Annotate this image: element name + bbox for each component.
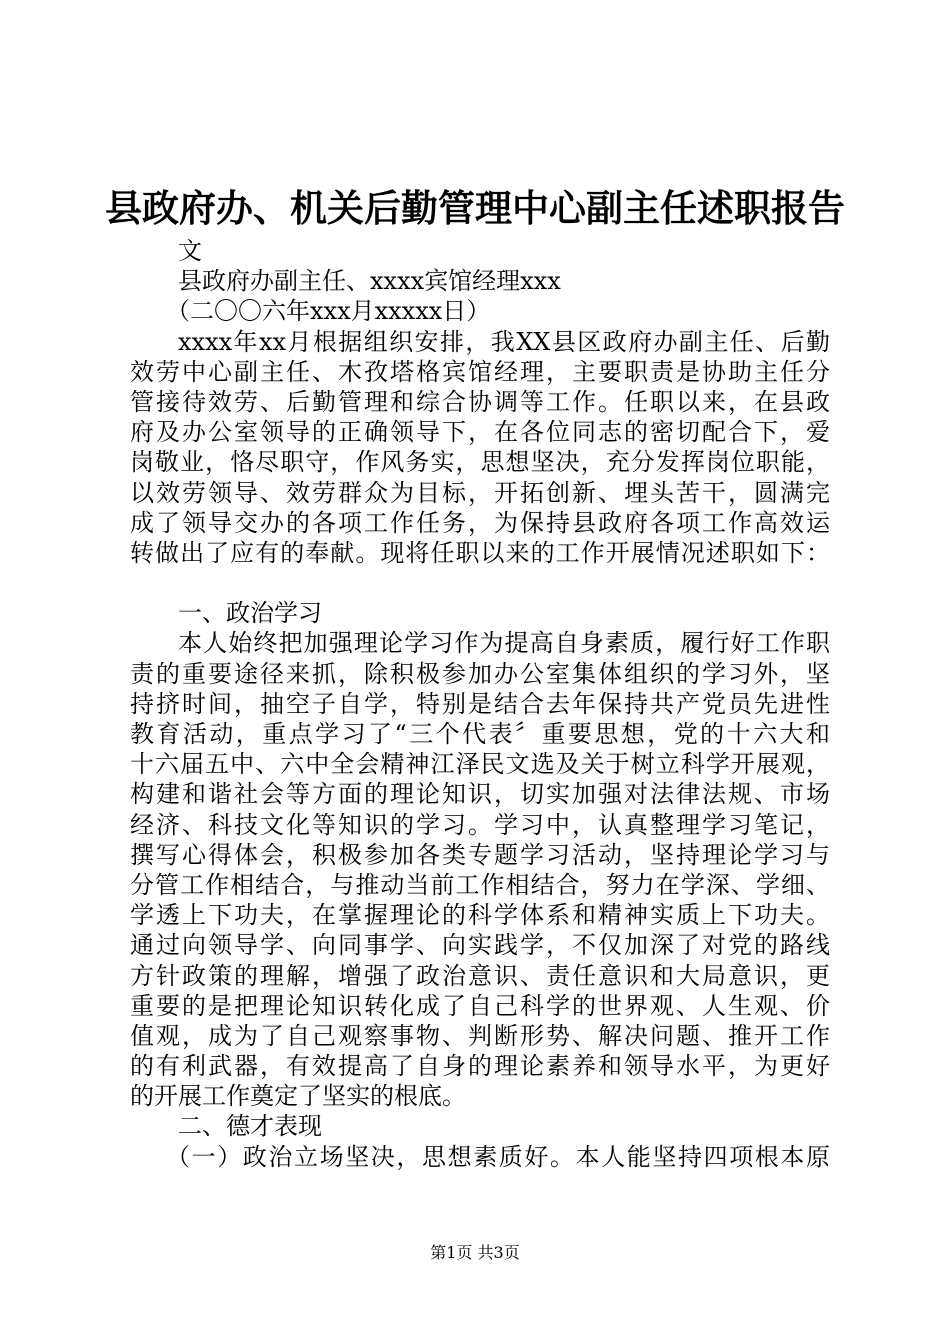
paragraph-line: xxxx年xx月根据组织安排，我XX县区政府办副主任、后勤 (178, 327, 830, 356)
paragraph-line: 持挤时间，抽空子自学，特别是结合去年保持共产党员先进性 (130, 689, 830, 718)
document-title: 县政府办、机关后勤管理中心副主任述职报告 (105, 186, 845, 230)
document-body (130, 236, 830, 1172)
date-line: （二〇〇六年xxx月xxxxx日） (166, 297, 491, 326)
author-line-1: 文 (178, 237, 202, 265)
paragraph-line: 转做出了应有的奉献。现将任职以来的工作开展情况述职如下： (130, 538, 830, 567)
paragraph-line: 方针政策的理解，增强了政治意识、责任意识和大局意识，更 (130, 961, 830, 990)
paragraph-line: 通过向领导学、向同事学、向实践学，不仅加深了对党的路线 (130, 931, 830, 960)
paragraph-line: 构建和谐社会等方面的理论知识，切实加强对法律法规、市场 (130, 780, 830, 809)
paragraph-line: 重要的是把理论知识转化成了自己科学的世界观、人生观、价 (130, 991, 830, 1020)
paragraph-line: 教育活动，重点学习了“三个代表〞重要思想，党的十六大和 (130, 720, 830, 748)
paragraph-line: 撰写心得体会，积极参加各类专题学习活动，坚持理论学习与 (130, 840, 830, 869)
paragraph-line: 成了领导交办的各项工作任务，为保持县政府各项工作高效运 (130, 508, 830, 537)
paragraph-line: 学透上下功夫，在掌握理论的科学体系和精神实质上下功夫。 (130, 901, 830, 930)
paragraph-line: 本人始终把加强理论学习作为提高自身素质，履行好工作职 (178, 629, 830, 658)
paragraph-line: 分管工作相结合，与推动当前工作相结合，努力在学深、学细、 (130, 870, 830, 899)
paragraph-line: （一）政治立场坚决，思想素质好。本人能坚持四项根本原 (166, 1142, 830, 1171)
paragraph-line: 值观，成为了自己观察事物、判断形势、解决问题、推开工作 (130, 1021, 830, 1050)
paragraph-line: 的开展工作奠定了坚实的根底。 (130, 1082, 466, 1111)
section-heading-politics: 一、政治学习 (178, 599, 322, 628)
paragraph-line: 府及办公室领导的正确领导下，在各位同志的密切配合下，爱 (130, 418, 830, 447)
page-footer: 第1页 共3页 (430, 1243, 520, 1262)
blank-line (130, 568, 830, 598)
paragraph-line: 的有利武器，有效提高了自身的理论素养和领导水平，为更好 (130, 1052, 830, 1081)
paragraph-line: 以效劳领导、效劳群众为目标，开拓创新、埋头苦干，圆满完 (130, 478, 830, 507)
paragraph-line: 岗敬业，恪尽职守，作风务实，思想坚决，充分发挥岗位职能， (130, 448, 830, 477)
paragraph-line: 责的重要途径来抓，除积极参加办公室集体组织的学习外，坚 (130, 659, 830, 688)
paragraph-line: 经济、科技文化等知识的学习。学习中，认真整理学习笔记， (130, 810, 830, 839)
section-heading-virtue: 二、德才表现 (178, 1112, 322, 1141)
author-line-2: 县政府办副主任、xxxx宾馆经理xxx (178, 267, 561, 296)
paragraph-line: 十六届五中、六中全会精神江泽民文选及关于树立科学开展观， (130, 750, 830, 779)
paragraph-line: 管接待效劳、后勤管理和综合协调等工作。任职以来，在县政 (130, 387, 830, 416)
paragraph-line: 效劳中心副主任、木孜塔格宾馆经理，主要职责是协助主任分 (130, 357, 830, 386)
